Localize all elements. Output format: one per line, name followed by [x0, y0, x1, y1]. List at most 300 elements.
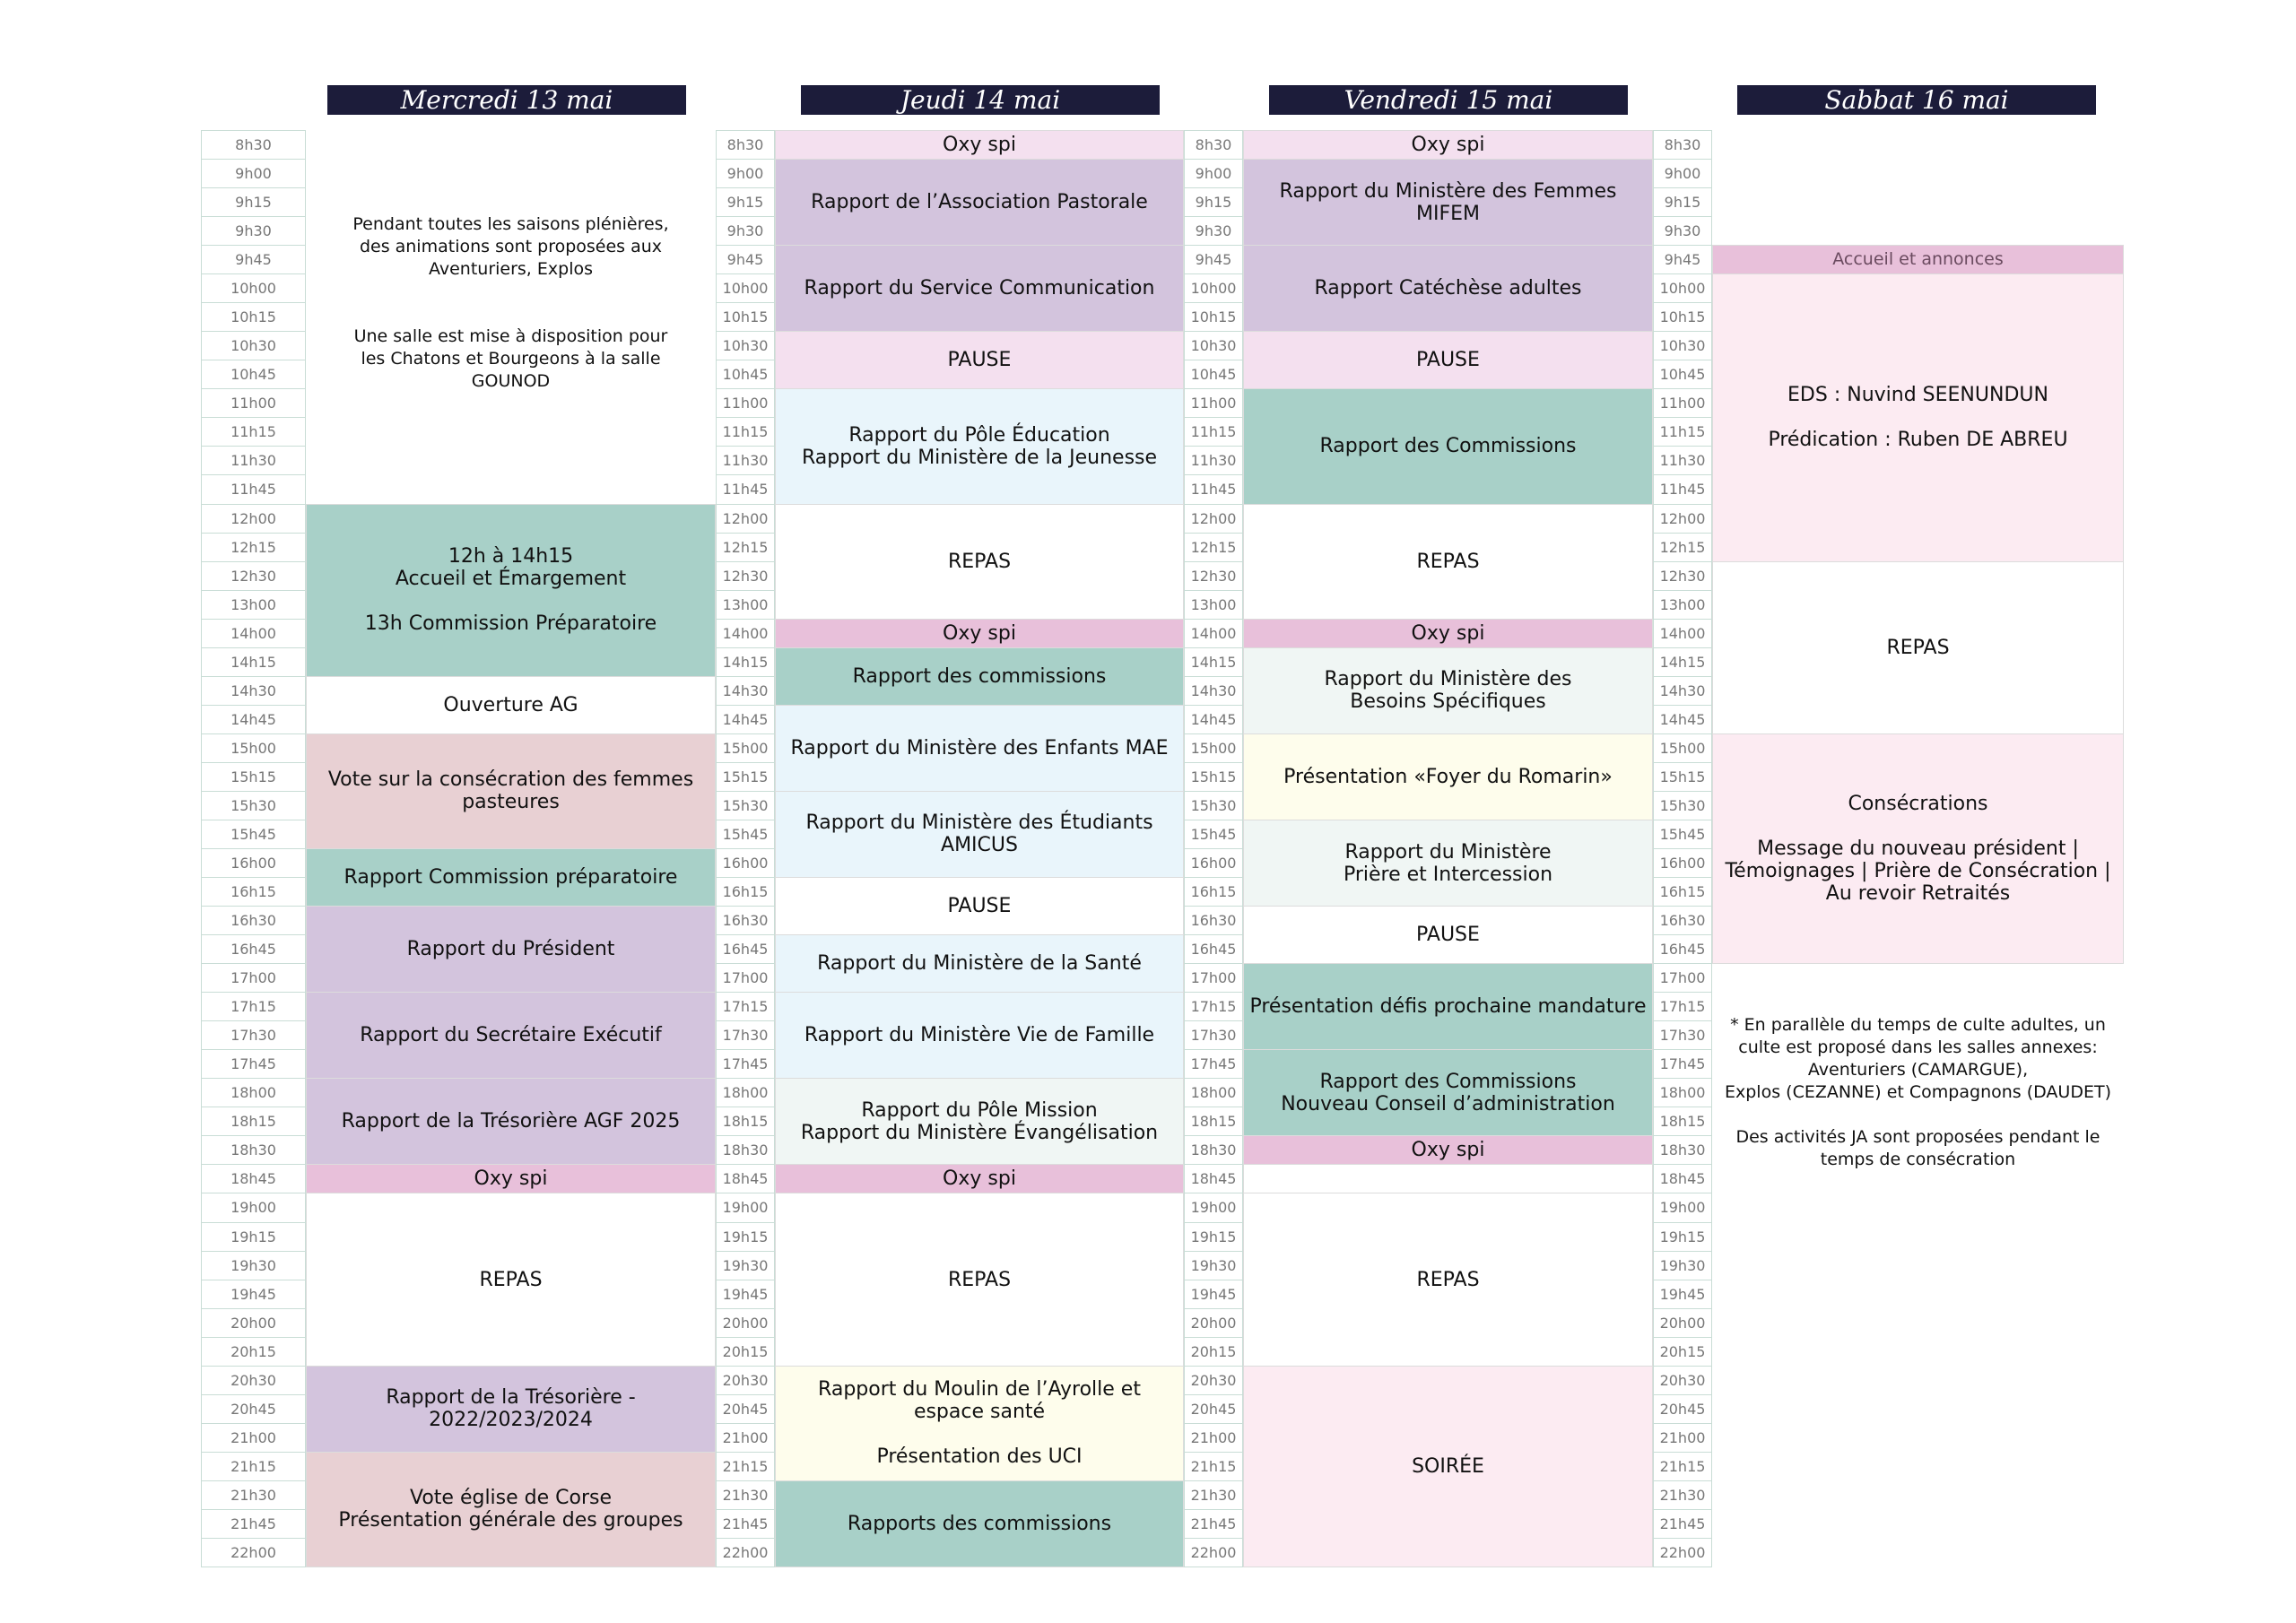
event-block	[306, 1193, 716, 1366]
time-slot: 12h00	[1653, 504, 1712, 534]
event-label: Rapport de la Trésorière - 2022/2023/2024	[386, 1386, 636, 1432]
time-slot: 21h00	[201, 1423, 306, 1453]
event-block	[306, 992, 716, 1079]
event-label: Rapport de l’Association Pastorale	[811, 191, 1148, 214]
time-slot: 10h15	[716, 302, 775, 332]
time-column-mercredi	[201, 130, 306, 1567]
time-slot: 15h30	[1184, 791, 1243, 820]
time-slot: 19h00	[1184, 1193, 1243, 1222]
time-slot: 8h30	[1653, 130, 1712, 160]
event-block	[775, 934, 1184, 993]
event-label: PAUSE	[947, 895, 1012, 918]
time-slot: 9h45	[1653, 245, 1712, 274]
event-block	[1243, 159, 1653, 246]
time-slot: 15h45	[1653, 820, 1712, 849]
event-label: PAUSE	[1416, 349, 1480, 372]
event-block	[306, 1366, 716, 1453]
event-label: Rapport des commissions	[852, 664, 1107, 688]
event-block	[1243, 647, 1653, 734]
time-slot: 15h45	[1184, 820, 1243, 849]
time-slot: 14h45	[716, 705, 775, 734]
event-block	[1712, 245, 2124, 274]
time-slot: 19h45	[201, 1280, 306, 1309]
time-slot: 9h30	[201, 216, 306, 246]
event-block	[775, 130, 1184, 160]
event-block	[306, 1452, 716, 1567]
time-slot: 10h45	[716, 360, 775, 389]
event-block	[1712, 561, 2124, 734]
event-label: REPAS	[1416, 550, 1480, 573]
event-block	[306, 1078, 716, 1165]
event-block	[775, 619, 1184, 648]
event-label: EDS : Nuvind SEENUNDUN Prédication : Ruben DE ABREU	[1768, 384, 2068, 452]
time-slot: 16h30	[716, 906, 775, 935]
time-slot: 15h15	[1184, 762, 1243, 792]
time-slot: 18h30	[1184, 1135, 1243, 1165]
time-slot: 16h15	[201, 877, 306, 907]
event-label: Rapport du Ministère de la Santé	[817, 952, 1142, 976]
event-block	[1243, 1366, 1653, 1567]
time-slot: 12h15	[201, 533, 306, 562]
time-slot: 20h15	[201, 1337, 306, 1367]
time-slot: 17h00	[1653, 963, 1712, 993]
note-parallel-culte: * En parallèle du temps de culte adultes, un culte est proposé dans les salles annexes: Aventuriers (CAMARGUE), Explos (CEZANNE) et Compagnons (DAUDET) Des activités JA sont proposées pendant le temps de consécration	[1725, 1015, 2111, 1169]
time-slot: 16h45	[716, 934, 775, 964]
time-slot: 10h45	[1653, 360, 1712, 389]
time-slot: 14h30	[201, 676, 306, 706]
event-label: Oxy spi	[1411, 134, 1485, 157]
time-slot: 12h15	[1653, 533, 1712, 562]
event-label: REPAS	[479, 1268, 543, 1291]
event-block	[306, 676, 716, 734]
time-slot: 14h30	[1653, 676, 1712, 706]
event-label: Rapport des Commissions Nouveau Conseil d’administration	[1281, 1070, 1615, 1115]
day-header-mercredi: Mercredi 13 mai	[327, 85, 686, 115]
time-slot: 9h15	[1184, 187, 1243, 217]
time-slot: 12h00	[716, 504, 775, 534]
time-slot: 9h00	[1184, 159, 1243, 188]
event-label: Rapports des commissions	[847, 1512, 1112, 1535]
event-label: 12h à 14h15 Accueil et Émargement 13h Commission Préparatoire	[364, 545, 657, 636]
event-label: Oxy spi	[943, 1167, 1016, 1191]
event-block	[775, 1366, 1184, 1481]
time-slot: 11h45	[201, 474, 306, 504]
time-slot: 12h15	[1184, 533, 1243, 562]
time-slot: 20h15	[1184, 1337, 1243, 1367]
time-slot: 18h15	[1184, 1107, 1243, 1136]
event-label: Rapport du Ministère des Femmes MIFEM	[1279, 179, 1617, 225]
time-slot: 13h00	[1653, 590, 1712, 620]
event-block	[1712, 273, 2124, 561]
time-slot: 19h45	[1184, 1280, 1243, 1309]
time-slot: 18h00	[1184, 1078, 1243, 1107]
time-slot: 12h30	[1653, 561, 1712, 591]
event-block	[306, 906, 716, 993]
event-label: Rapport Catéchèse adultes	[1314, 277, 1582, 300]
time-slot: 11h30	[1653, 446, 1712, 475]
time-slot: 12h15	[716, 533, 775, 562]
time-column-vendredi	[1184, 130, 1243, 1567]
time-slot: 10h15	[201, 302, 306, 332]
time-slot: 9h45	[716, 245, 775, 274]
time-slot: 16h15	[716, 877, 775, 907]
time-slot: 18h45	[1184, 1164, 1243, 1193]
time-slot: 10h00	[1653, 273, 1712, 303]
time-slot: 10h30	[1184, 331, 1243, 360]
time-slot: 21h45	[1653, 1509, 1712, 1539]
event-block	[1243, 1049, 1653, 1136]
event-block	[775, 791, 1184, 878]
time-slot: 21h30	[201, 1480, 306, 1510]
time-slot: 16h15	[1653, 877, 1712, 907]
time-slot: 18h00	[716, 1078, 775, 1107]
event-block	[775, 1480, 1184, 1567]
event-label: Accueil et annonces	[1832, 249, 2004, 270]
time-slot: 9h45	[201, 245, 306, 274]
time-slot: 17h45	[1184, 1049, 1243, 1079]
event-label: Vote sur la consécration des femmes pasteures	[327, 768, 694, 814]
time-slot: 19h15	[1653, 1222, 1712, 1252]
event-label: SOIRÉE	[1412, 1454, 1484, 1478]
time-slot: 10h15	[1184, 302, 1243, 332]
event-label: Rapport du Président	[406, 938, 615, 961]
event-block	[1243, 963, 1653, 1050]
event-block	[775, 245, 1184, 332]
time-slot: 17h15	[1184, 992, 1243, 1021]
time-slot: 20h00	[201, 1308, 306, 1338]
day-header-sabbat: Sabbat 16 mai	[1737, 85, 2096, 115]
time-slot: 21h45	[716, 1509, 775, 1539]
time-slot: 11h30	[716, 446, 775, 475]
event-block	[775, 647, 1184, 706]
event-block	[775, 331, 1184, 389]
time-slot: 21h15	[1653, 1452, 1712, 1481]
event-label: PAUSE	[1416, 924, 1480, 947]
time-slot: 16h45	[1653, 934, 1712, 964]
time-slot: 17h00	[1184, 963, 1243, 993]
time-slot: 21h45	[201, 1509, 306, 1539]
event-label: Oxy spi	[943, 134, 1016, 157]
time-slot: 20h45	[716, 1394, 775, 1424]
time-slot: 19h15	[716, 1222, 775, 1252]
time-slot: 17h15	[1653, 992, 1712, 1021]
event-block	[775, 1164, 1184, 1193]
time-slot: 9h30	[1653, 216, 1712, 246]
time-slot: 20h15	[716, 1337, 775, 1367]
time-slot: 9h15	[1653, 187, 1712, 217]
time-slot: 17h15	[201, 992, 306, 1021]
time-slot: 16h00	[716, 848, 775, 878]
time-slot: 19h30	[716, 1251, 775, 1280]
time-slot: 14h00	[716, 619, 775, 648]
time-slot: 22h00	[716, 1538, 775, 1567]
time-slot: 14h00	[201, 619, 306, 648]
event-label: Vote église de Corse Présentation générale des groupes	[338, 1487, 683, 1532]
time-slot: 17h30	[1184, 1020, 1243, 1050]
time-slot: 14h45	[1653, 705, 1712, 734]
event-block	[775, 159, 1184, 246]
event-block	[306, 733, 716, 849]
time-slot: 21h30	[716, 1480, 775, 1510]
time-slot: 21h15	[716, 1452, 775, 1481]
time-slot: 20h30	[1653, 1366, 1712, 1395]
event-block	[1243, 504, 1653, 620]
day-header-vendredi: Vendredi 15 mai	[1269, 85, 1628, 115]
time-slot: 19h15	[1184, 1222, 1243, 1252]
time-slot: 9h30	[1184, 216, 1243, 246]
time-slot: 13h00	[1184, 590, 1243, 620]
time-slot: 14h45	[1184, 705, 1243, 734]
time-slot: 10h00	[201, 273, 306, 303]
event-block	[1243, 820, 1653, 907]
time-slot: 11h30	[1184, 446, 1243, 475]
event-label: Rapport du Pôle Mission Rapport du Ministère Évangélisation	[800, 1098, 1159, 1144]
event-label: Ouverture AG	[443, 693, 578, 716]
time-slot: 9h00	[1653, 159, 1712, 188]
time-slot: 10h45	[201, 360, 306, 389]
time-slot: 10h15	[1653, 302, 1712, 332]
event-label: Oxy spi	[1411, 1139, 1485, 1162]
time-slot: 15h00	[716, 733, 775, 763]
time-slot: 9h15	[716, 187, 775, 217]
time-slot: 10h30	[1653, 331, 1712, 360]
time-slot: 20h30	[201, 1366, 306, 1395]
time-slot: 11h45	[1184, 474, 1243, 504]
time-column-jeudi	[716, 130, 775, 1567]
time-slot: 22h00	[1653, 1538, 1712, 1567]
time-slot: 15h45	[716, 820, 775, 849]
event-label: Rapport du Ministère des Étudiants AMICUS	[805, 812, 1153, 857]
time-slot: 12h30	[201, 561, 306, 591]
time-slot: 14h00	[1184, 619, 1243, 648]
time-slot: 20h45	[201, 1394, 306, 1424]
event-label: Présentation défis prochaine mandature	[1249, 995, 1647, 1019]
time-slot: 20h00	[716, 1308, 775, 1338]
time-slot: 19h30	[201, 1251, 306, 1280]
time-slot: 14h00	[1653, 619, 1712, 648]
time-slot: 18h30	[716, 1135, 775, 1165]
event-label: REPAS	[947, 1268, 1012, 1291]
time-slot: 11h00	[1184, 388, 1243, 418]
event-label: Rapport du Ministère Prière et Intercession	[1343, 840, 1553, 886]
time-slot: 21h30	[1184, 1480, 1243, 1510]
time-slot: 15h30	[201, 791, 306, 820]
time-slot: 16h45	[1184, 934, 1243, 964]
event-block	[1243, 331, 1653, 389]
event-block	[775, 877, 1184, 935]
event-block	[1243, 245, 1653, 332]
event-label: Présentation «Foyer du Romarin»	[1283, 765, 1613, 788]
time-slot: 20h30	[716, 1366, 775, 1395]
time-slot: 12h30	[1184, 561, 1243, 591]
time-slot: 21h00	[1653, 1423, 1712, 1453]
event-label: PAUSE	[947, 349, 1012, 372]
time-slot: 19h45	[1653, 1280, 1712, 1309]
event-block	[775, 504, 1184, 620]
time-slot: 11h00	[716, 388, 775, 418]
time-slot: 11h45	[1653, 474, 1712, 504]
day-header-jeudi: Jeudi 14 mai	[801, 85, 1160, 115]
time-slot: 9h00	[716, 159, 775, 188]
time-slot: 18h45	[716, 1164, 775, 1193]
time-slot: 17h45	[716, 1049, 775, 1079]
event-block	[1243, 1135, 1653, 1165]
event-label: Rapport du Moulin de l’Ayrolle et espace santé Présentation des UCI	[818, 1378, 1141, 1469]
time-slot: 19h30	[1653, 1251, 1712, 1280]
time-slot: 14h30	[1184, 676, 1243, 706]
time-slot: 15h45	[201, 820, 306, 849]
event-block	[1243, 1193, 1653, 1366]
time-slot: 11h15	[716, 417, 775, 447]
time-slot: 12h00	[201, 504, 306, 534]
time-slot: 17h30	[1653, 1020, 1712, 1050]
time-slot: 20h45	[1184, 1394, 1243, 1424]
event-block	[306, 504, 716, 677]
time-slot: 11h15	[201, 417, 306, 447]
time-slot: 22h00	[201, 1538, 306, 1567]
time-slot: 21h00	[716, 1423, 775, 1453]
time-slot: 16h30	[1653, 906, 1712, 935]
time-slot: 17h45	[201, 1049, 306, 1079]
event-label: Rapport Commission préparatoire	[344, 866, 678, 890]
time-slot: 16h00	[1653, 848, 1712, 878]
event-label: Rapport du Ministère des Enfants MAE	[790, 736, 1169, 759]
event-block	[1243, 906, 1653, 964]
event-block	[1243, 130, 1653, 160]
event-label: Rapport de la Trésorière AGF 2025	[341, 1110, 681, 1133]
time-slot: 21h00	[1184, 1423, 1243, 1453]
time-slot: 17h15	[716, 992, 775, 1021]
time-slot: 16h15	[1184, 877, 1243, 907]
event-block	[775, 992, 1184, 1079]
time-slot: 14h15	[716, 647, 775, 677]
event-block	[306, 1164, 716, 1193]
time-slot: 8h30	[1184, 130, 1243, 160]
time-slot: 19h00	[716, 1193, 775, 1222]
time-slot: 10h30	[201, 331, 306, 360]
time-slot: 13h00	[201, 590, 306, 620]
event-label: Oxy spi	[943, 621, 1016, 645]
time-slot: 19h30	[1184, 1251, 1243, 1280]
time-slot: 10h45	[1184, 360, 1243, 389]
event-block	[775, 705, 1184, 792]
time-slot: 15h00	[1184, 733, 1243, 763]
time-slot: 17h00	[716, 963, 775, 993]
time-slot: 18h00	[1653, 1078, 1712, 1107]
time-slot: 12h00	[1184, 504, 1243, 534]
time-slot: 18h15	[1653, 1107, 1712, 1136]
time-slot: 18h15	[201, 1107, 306, 1136]
time-slot: 13h00	[716, 590, 775, 620]
event-block	[775, 388, 1184, 504]
event-label: Rapport du Service Communication	[804, 277, 1155, 300]
time-slot: 16h00	[201, 848, 306, 878]
time-slot: 12h30	[716, 561, 775, 591]
event-label: REPAS	[947, 550, 1012, 573]
time-slot: 14h15	[1653, 647, 1712, 677]
time-slot: 18h30	[1653, 1135, 1712, 1165]
time-slot: 11h30	[201, 446, 306, 475]
time-slot: 20h00	[1184, 1308, 1243, 1338]
time-slot: 15h00	[1653, 733, 1712, 763]
time-slot: 15h15	[1653, 762, 1712, 792]
time-slot: 10h00	[716, 273, 775, 303]
time-slot: 16h30	[201, 906, 306, 935]
time-slot: 17h00	[201, 963, 306, 993]
time-slot: 14h15	[1184, 647, 1243, 677]
time-slot: 18h45	[1653, 1164, 1712, 1193]
time-slot: 9h15	[201, 187, 306, 217]
event-block	[1243, 619, 1653, 648]
time-slot: 15h30	[716, 791, 775, 820]
time-slot: 15h15	[716, 762, 775, 792]
event-label: Rapport du Secrétaire Exécutif	[360, 1024, 662, 1047]
time-slot: 16h00	[1184, 848, 1243, 878]
event-block	[1243, 733, 1653, 820]
time-slot: 19h45	[716, 1280, 775, 1309]
event-label: Oxy spi	[474, 1167, 548, 1191]
event-label: REPAS	[1886, 636, 1950, 659]
event-label: Rapport des Commissions	[1319, 435, 1577, 458]
time-slot: 17h30	[716, 1020, 775, 1050]
time-slot: 20h45	[1653, 1394, 1712, 1424]
time-slot: 14h15	[201, 647, 306, 677]
time-slot: 20h15	[1653, 1337, 1712, 1367]
time-slot: 21h15	[201, 1452, 306, 1481]
event-block	[1243, 388, 1653, 504]
time-slot: 21h45	[1184, 1509, 1243, 1539]
time-slot: 11h00	[201, 388, 306, 418]
time-slot: 18h30	[201, 1135, 306, 1165]
time-slot: 17h45	[1653, 1049, 1712, 1079]
time-slot: 16h45	[201, 934, 306, 964]
time-slot: 9h30	[716, 216, 775, 246]
time-slot: 19h15	[201, 1222, 306, 1252]
time-slot: 16h30	[1184, 906, 1243, 935]
event-label: Consécrations Message du nouveau président | Témoignages | Prière de Consécration | Au revoir Retraités	[1725, 792, 2111, 905]
time-slot: 21h30	[1653, 1480, 1712, 1510]
time-slot: 18h00	[201, 1078, 306, 1107]
time-slot: 18h15	[716, 1107, 775, 1136]
time-slot: 11h15	[1184, 417, 1243, 447]
time-slot: 19h00	[1653, 1193, 1712, 1222]
time-slot: 11h00	[1653, 388, 1712, 418]
event-label: Rapport du Ministère des Besoins Spécifiques	[1324, 668, 1572, 714]
event-block	[1712, 733, 2124, 964]
event-block	[775, 1193, 1184, 1366]
event-label: Rapport du Pôle Éducation Rapport du Ministère de la Jeunesse	[801, 423, 1158, 469]
time-slot: 9h45	[1184, 245, 1243, 274]
event-block	[775, 1078, 1184, 1165]
event-label: Rapport du Ministère Vie de Famille	[804, 1024, 1155, 1047]
time-slot: 11h45	[716, 474, 775, 504]
time-slot: 14h30	[716, 676, 775, 706]
event-label: Oxy spi	[1411, 621, 1485, 645]
time-slot: 14h45	[201, 705, 306, 734]
time-slot: 10h00	[1184, 273, 1243, 303]
time-slot: 18h45	[201, 1164, 306, 1193]
time-slot: 8h30	[201, 130, 306, 160]
time-slot: 22h00	[1184, 1538, 1243, 1567]
time-column-sabbat	[1653, 130, 1712, 1567]
event-label: REPAS	[1416, 1268, 1480, 1291]
time-slot: 15h30	[1653, 791, 1712, 820]
time-slot: 9h00	[201, 159, 306, 188]
event-block	[1243, 1164, 1653, 1193]
time-slot: 10h30	[716, 331, 775, 360]
event-block	[306, 848, 716, 907]
time-slot: 15h00	[201, 733, 306, 763]
